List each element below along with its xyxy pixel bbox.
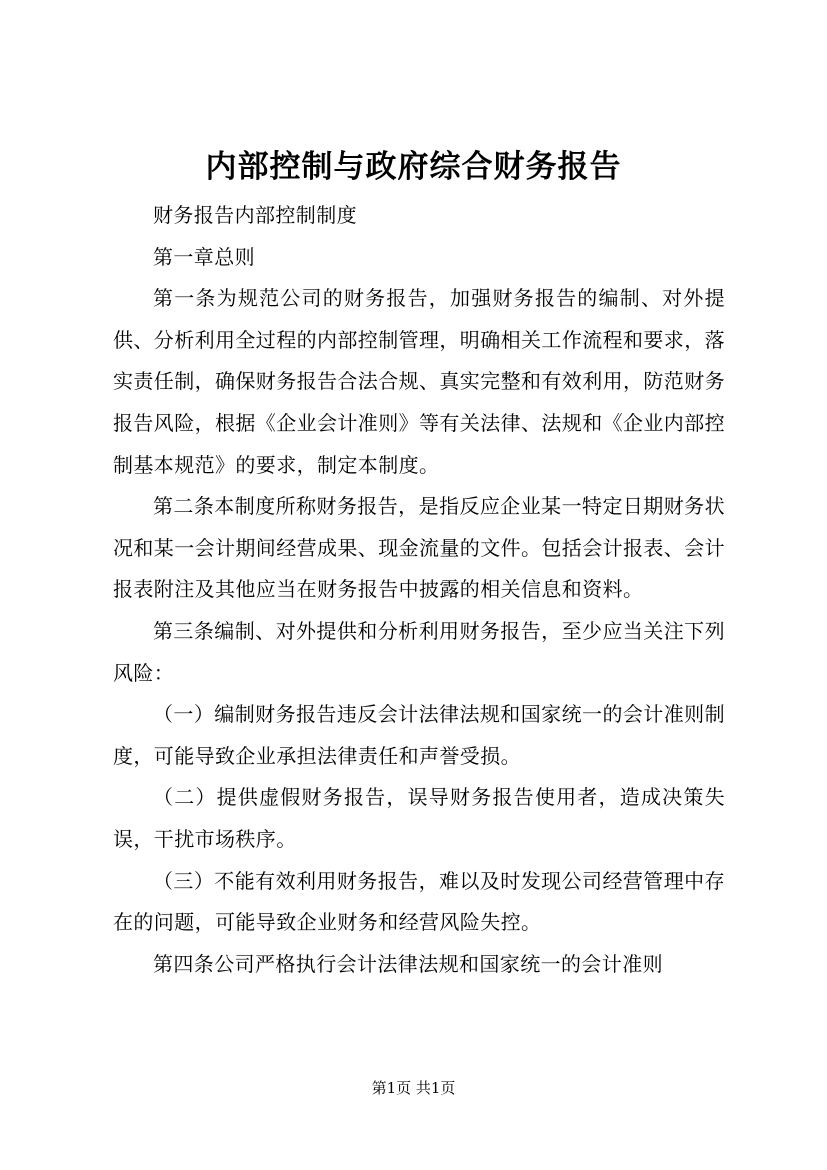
page-footer: 第1页 共1页 [371,1079,456,1097]
paragraph-risk-2: （二）提供虚假财务报告，误导财务报告使用者，造成决策失误，干扰市场秩序。 [113,785,725,851]
paragraph-risk-3: （三）不能有效利用财务报告，难以及时发现公司经营管理中存在的问题，可能导致企业财务和经营风险失控。 [113,868,725,935]
paragraph-chapter-heading: 第一章总则 [153,244,255,269]
paragraph-article-2: 第二条本制度所称财务报告，是指反应企业某一特定日期财务状况和某一会计期间经营成果、现金流量的文件。包括会计报表、会计报表附注及其他应当在财务报告中披露的相关信息和资料。 [113,494,725,602]
paragraph-section-heading: 财务报告内部控制制度 [153,203,357,227]
paragraph-article-1: 第一条为规范公司的财务报告，加强财务报告的编制、对外提供、分析利用全过程的内部控制管理，明确相关工作流程和要求，落实责任制，确保财务报告合法合规、真实完整和有效利用，防范财务报告风险，根据《企业会计准则》等有关法律、法规和《企业内部控制基本规范》的要求，制定本制度。 [113,286,725,477]
paragraph-article-3: 第三条编制、对外提供和分析利用财务报告，至少应当关注下列风险： [113,618,725,685]
document-body [113,195,725,985]
document-title: 内部控制与政府综合财务报告 [205,149,622,185]
paragraph-risk-1: （一）编制财务报告违反会计法律法规和国家统一的会计准则制度，可能导致企业承担法律责任和声誉受损。 [113,702,725,768]
paragraph-article-4: 第四条公司严格执行会计法律法规和国家统一的会计准则 [153,951,663,976]
